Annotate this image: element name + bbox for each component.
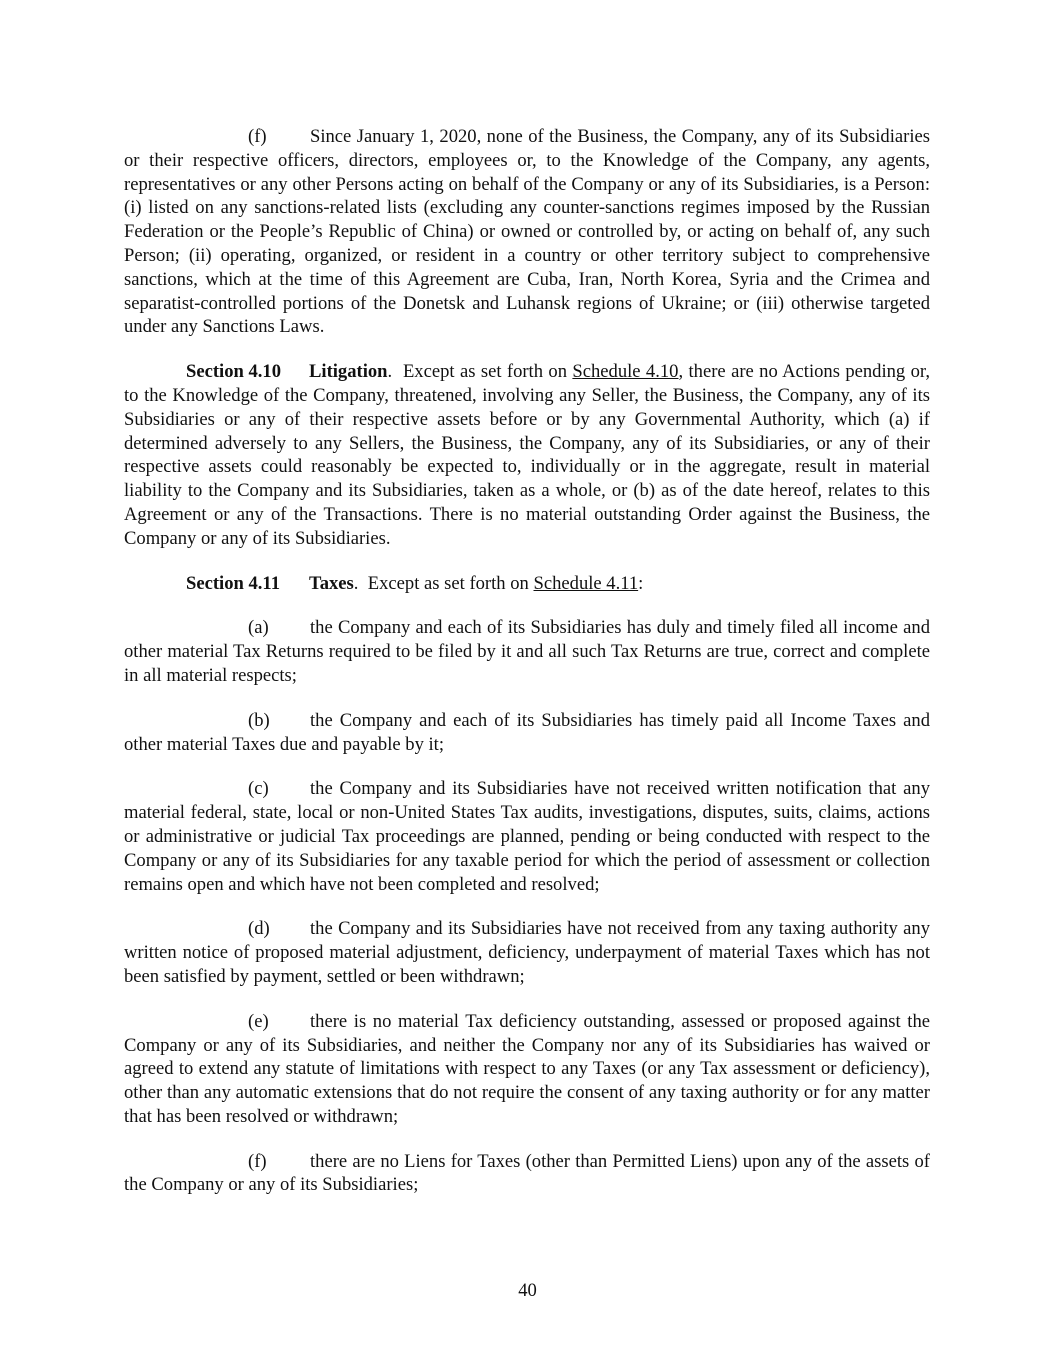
paragraph-text: the Company and its Subsidiaries have not received from any taxing authority any written notice of proposed material adjustment, deficiency, underpayment of material Taxes which has not been satisfied by payment, settled or been withdrawn; xyxy=(124,918,930,987)
paragraph-marker: (c) xyxy=(248,778,269,800)
section-number: Section 4.11 xyxy=(186,572,281,594)
paragraph-f-sanctions xyxy=(124,125,930,339)
tax-item-d xyxy=(124,917,930,988)
schedule-reference: Schedule 4.10 xyxy=(572,361,679,383)
schedule-reference: Schedule 4.11 xyxy=(533,572,639,594)
page-number: 40 xyxy=(518,1280,537,1301)
tax-item-c xyxy=(124,777,930,896)
tax-item-f xyxy=(124,1150,930,1198)
paragraph-text: there are no Liens for Taxes (other than Permitted Liens) upon any of the assets of the Company or any of its Subsidiaries; xyxy=(124,1150,930,1196)
section-text-after: , there are no Actions pending or, to the Knowledge of the Company, threatened, involving any Seller, the Business, the Company, any of its Subsidiaries or any of their respective assets before or by any Governmental Authority, which (a) if determined adversely to any Sellers, the Business, the Company, any of its Subsidiaries, or any of their respective assets could reasonably be expected to, individually or in the aggregate, result in material liability to the Company and its Subsidiaries, taken as a whole, or (b) as of the date hereof, relates to this Agreement or any of the Transactions. There is no material outstanding Order against the Business, the Company or any of its Subsidiaries. xyxy=(124,361,931,549)
paragraph-text: Since January 1, 2020, none of the Business, the Company, any of its Subsidiaries or their respective officers, directors, employees or, to the Knowledge of the Company, any agents, representatives or any other Persons acting on behalf of the Company or any of its Subsidiaries, is a Person: (i) listed on any sanctions-related lists (excluding any counter-sanctions regimes imposed by the Russian Federation or the People’s Republic of China) or owned or controlled by, or acting on behalf of, any such Person; (ii) operating, organized, or resident in a country or other territory subject to comprehensive sanctions, which at the time of this Agreement are Cuba, Iran, North Korea, Syria and the Crimea and separatist-controlled portions of the Donetsk and Luhansk regions of Ukraine; or (iii) otherwise targeted under any Sanctions Laws. xyxy=(124,126,930,338)
paragraph-marker: (d) xyxy=(248,918,270,940)
paragraph-marker: (f) xyxy=(248,1150,267,1172)
section-4-10-litigation xyxy=(124,360,930,550)
paragraph-text: the Company and each of its Subsidiaries has duly and timely filed all income and other material Tax Returns required to be filed by it and all such Tax Returns are true, correct and complete in all material respects; xyxy=(124,617,930,686)
section-number: Section 4.10 xyxy=(186,361,282,383)
section-title: Litigation xyxy=(309,361,388,383)
tax-item-b xyxy=(124,709,930,757)
section-text-after: : xyxy=(638,572,644,594)
section-text-before: Except as set forth on xyxy=(367,572,529,594)
paragraph-marker: (f) xyxy=(248,126,267,147)
paragraph-marker: (e) xyxy=(248,1010,269,1032)
section-title-punct: . xyxy=(387,361,393,383)
paragraph-marker: (b) xyxy=(248,709,270,731)
section-text-before: Except as set forth on xyxy=(402,361,567,383)
tax-item-a xyxy=(124,616,930,687)
paragraph-marker: (a) xyxy=(248,617,269,639)
paragraph-text: the Company and its Subsidiaries have not received written notification that any material federal, state, local or non-United States Tax audits, investigations, disputes, suits, claims, actions or administrative or judicial Tax proceedings are planned, pending or being conducted with respect to the Company or any of its Subsidiaries for any taxable period for which the period of assessment or collection remains open and which have not been completed and resolved; xyxy=(124,778,930,895)
document-page xyxy=(124,125,930,1197)
tax-item-e xyxy=(124,1010,930,1129)
section-title: Taxes xyxy=(309,572,354,594)
section-title-punct: . xyxy=(353,572,359,594)
section-4-11-taxes xyxy=(124,572,930,596)
paragraph-text: there is no material Tax deficiency outstanding, assessed or proposed against the Company or any of its Subsidiaries, and neither the Company nor any of its Subsidiaries has waived or agreed to extend any statute of limitations with respect to any Taxes (or any Tax assessment or deficiency), other than any automatic extensions that do not require the consent of any taxing authority or for any matter that has been resolved or withdrawn; xyxy=(124,1010,930,1127)
paragraph-text: the Company and each of its Subsidiaries has timely paid all Income Taxes and other material Taxes due and payable by it; xyxy=(124,709,930,755)
